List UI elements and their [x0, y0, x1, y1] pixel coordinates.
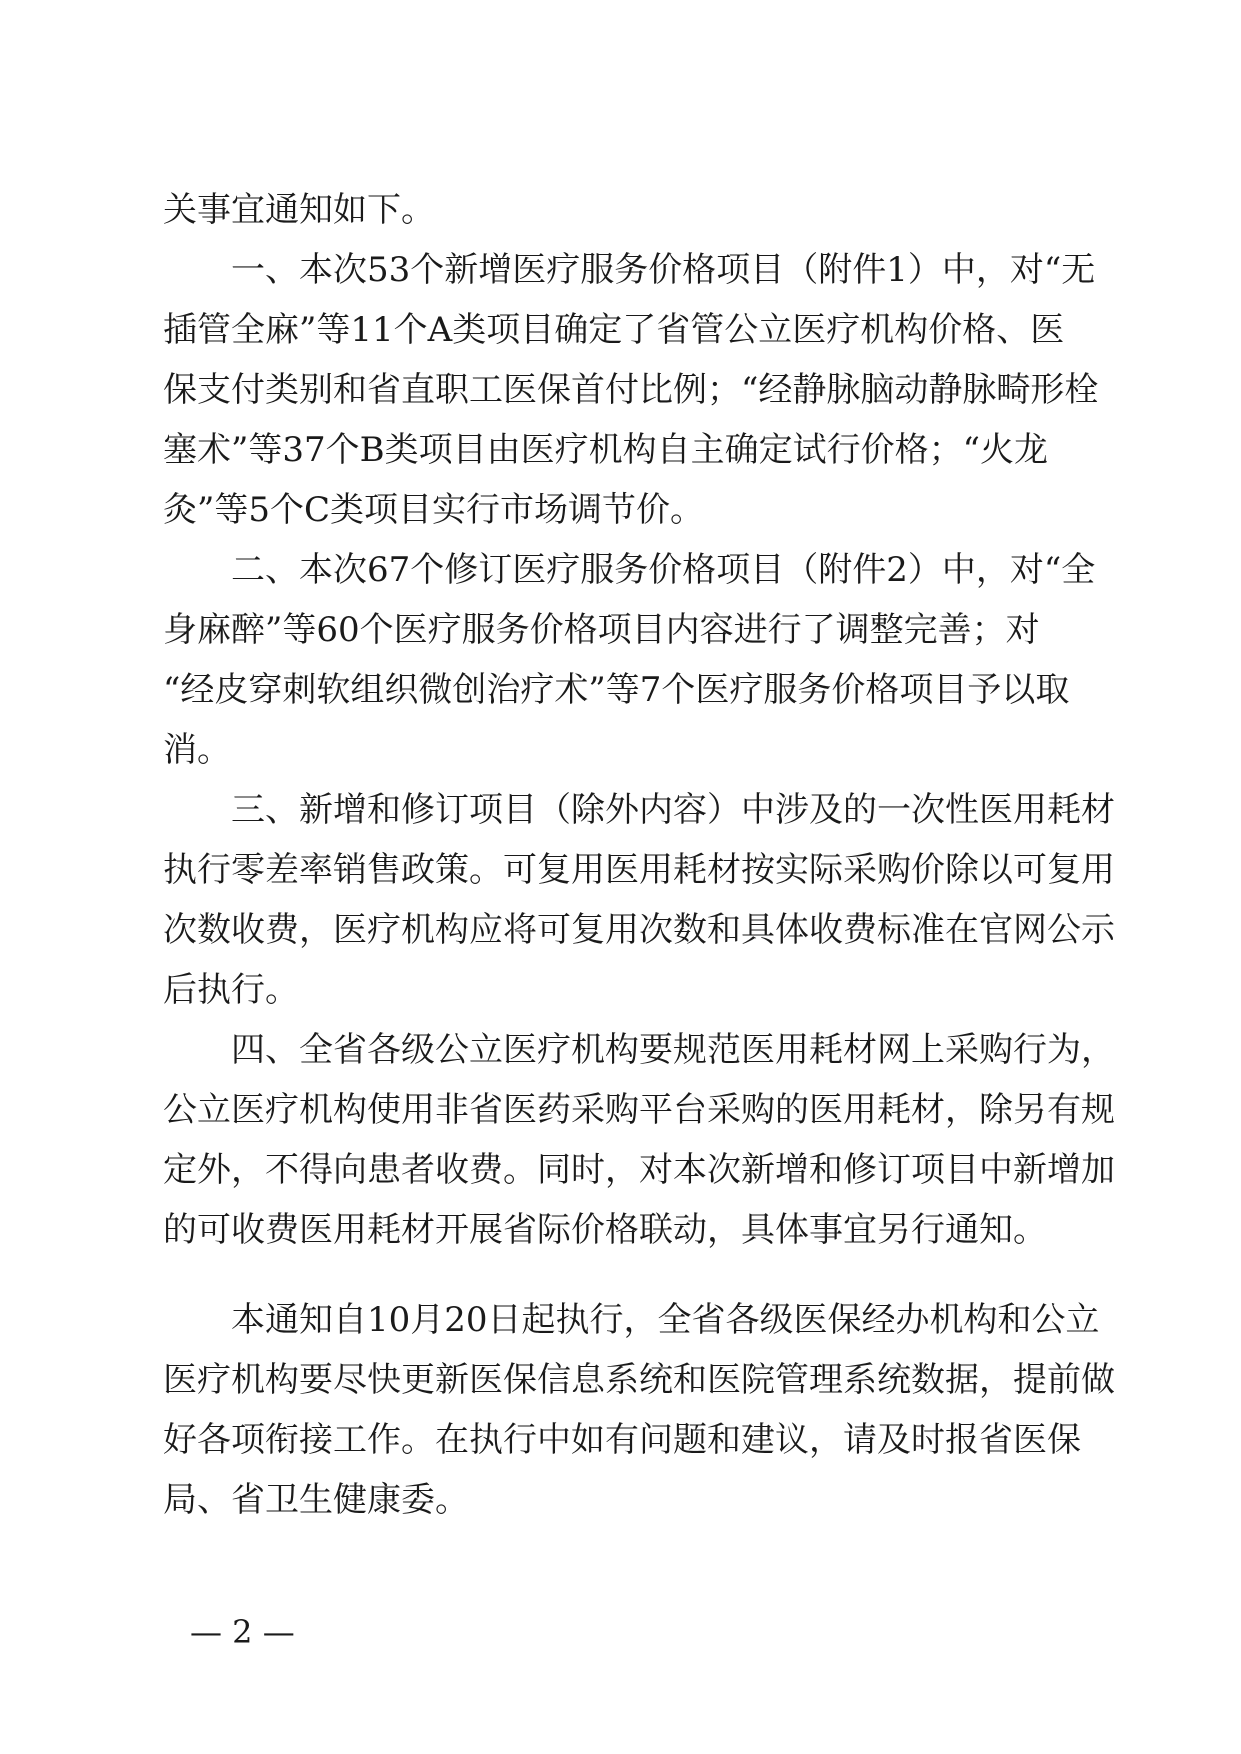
paragraph-line: 四、全省各级公立医疗机构要规范医用耗材网上采购行为，	[163, 1030, 1115, 1070]
paragraph-line: 保支付类别和省直职工医保首付比例；“经静脉脑动静脉畸形栓	[163, 370, 1099, 410]
paragraph-line: 三、新增和修订项目（除外内容）中涉及的一次性医用耗材	[163, 790, 1115, 830]
paragraph-line: 后执行。	[163, 970, 299, 1010]
paragraph-line: 插管全麻”等11个A类项目确定了省管公立医疗机构价格、医	[163, 310, 1065, 350]
paragraph-line: 本通知自10月20日起执行，全省各级医保经办机构和公立	[163, 1300, 1100, 1340]
paragraph-line: “经皮穿刺软组织微创治疗术”等7个医疗服务价格项目予以取	[163, 670, 1070, 710]
paragraph-line: 公立医疗机构使用非省医药采购平台采购的医用耗材，除另有规	[163, 1090, 1115, 1130]
paragraph-line: 身麻醉”等60个医疗服务价格项目内容进行了调整完善；对	[163, 610, 1040, 650]
paragraph-line: 一、本次53个新增医疗服务价格项目（附件1）中，对“无	[163, 250, 1096, 290]
paragraph-line: 定外，不得向患者收费。同时，对本次新增和修订项目中新增加	[163, 1150, 1115, 1190]
page-number: — 2 —	[190, 1613, 295, 1651]
paragraph-line: 灸”等5个C类项目实行市场调节价。	[163, 490, 705, 530]
paragraph-line: 关事宜通知如下。	[163, 190, 435, 230]
paragraph-line: 消。	[163, 730, 231, 770]
paragraph-line: 二、本次67个修订医疗服务价格项目（附件2）中，对“全	[163, 550, 1096, 590]
paragraph-line: 医疗机构要尽快更新医保信息系统和医院管理系统数据，提前做	[163, 1360, 1115, 1400]
paragraph-line: 局、省卫生健康委。	[163, 1480, 469, 1520]
paragraph-line: 次数收费，医疗机构应将可复用次数和具体收费标准在官网公示	[163, 910, 1115, 950]
paragraph-line: 塞术”等37个B类项目由医疗机构自主确定试行价格；“火龙	[163, 430, 1049, 470]
paragraph-line: 的可收费医用耗材开展省际价格联动，具体事宜另行通知。	[163, 1210, 1047, 1250]
paragraph-line: 执行零差率销售政策。可复用医用耗材按实际采购价除以可复用	[163, 850, 1115, 890]
paragraph-line: 好各项衔接工作。在执行中如有问题和建议，请及时报省医保	[163, 1420, 1081, 1460]
